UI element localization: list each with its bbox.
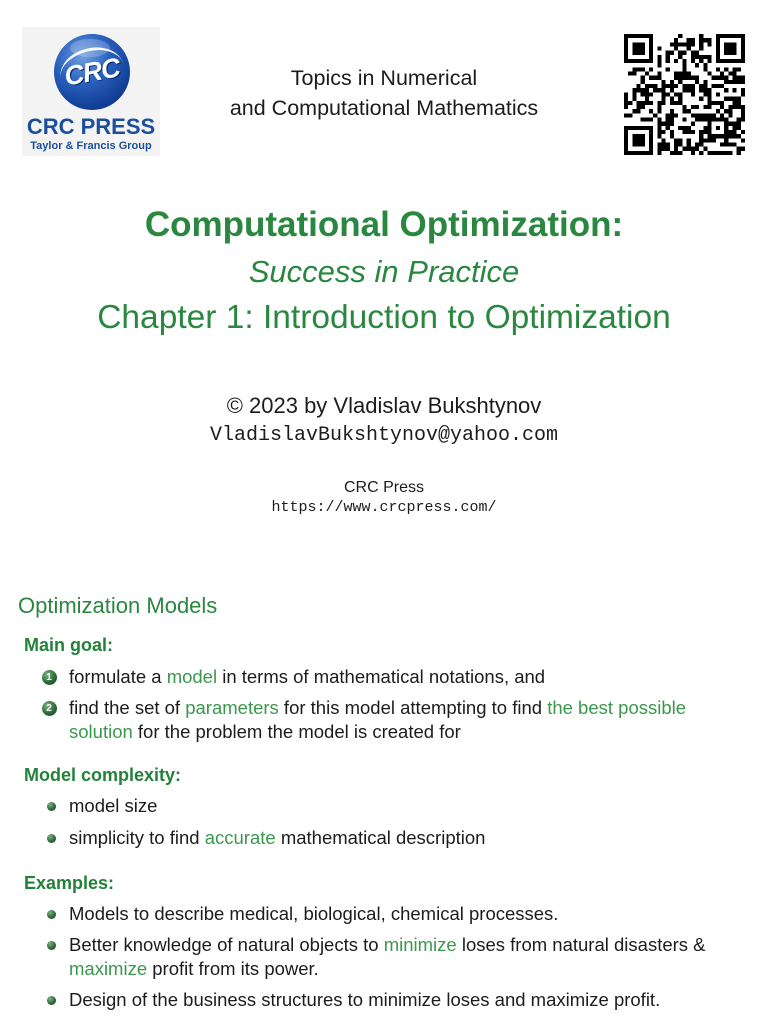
bullet-marker (47, 941, 56, 950)
list-item (69, 933, 735, 981)
author-email[interactable]: VladislavBukshtynov@yahoo.com (209, 424, 559, 447)
item-text: Better knowledge of natural objects to (69, 934, 384, 955)
item-text: find the set of (69, 697, 186, 718)
logo-tagline: Taylor & Francis Group (30, 140, 152, 152)
list-item (69, 902, 735, 926)
item-text: profit from its power. (147, 958, 319, 979)
item-number-marker: 2 (42, 701, 57, 716)
bullet-marker (47, 996, 56, 1005)
main-goal-heading: Main goal: (24, 635, 113, 655)
list-item (46, 696, 735, 744)
crc-emblem-text: CRC (62, 52, 122, 92)
qr-code-graphic (624, 34, 745, 155)
book-subtitle: Success in Practice (248, 254, 520, 289)
bullet-marker (47, 910, 56, 919)
publisher-url-link[interactable]: https://www.crcpress.com/ (271, 499, 497, 516)
item-text: simplicity to find (69, 827, 205, 848)
book-title: Computational Optimization: (144, 205, 624, 244)
qr-code (624, 34, 745, 155)
publisher-name: CRC Press (343, 479, 424, 496)
highlighted-term: the best possible solution (69, 697, 687, 742)
highlighted-term: model (166, 666, 218, 687)
bullet-marker (47, 834, 56, 843)
item-text: mathematical description (275, 827, 486, 848)
highlighted-term: parameters (185, 697, 279, 718)
list-item (69, 826, 735, 850)
item-text: in terms of mathematical notations, and (217, 666, 546, 687)
item-text: model size (69, 795, 158, 816)
model-complexity-heading: Model complexity: (24, 765, 182, 785)
examples-heading: Examples: (24, 873, 115, 893)
item-text: Models to describe medical, biological, chemical processes. (69, 903, 559, 924)
book-series-line-2: and Computational Mathematics (229, 96, 539, 120)
item-text: for this model attempting to find (278, 697, 548, 718)
highlighted-term: minimize (383, 934, 457, 955)
copyright-line: © 2023 by Vladislav Bukshtynov (226, 393, 542, 418)
item-text: formulate a (69, 666, 167, 687)
book-series-line-1: Topics in Numerical (290, 66, 478, 90)
item-text: for the problem the model is created for (132, 721, 461, 742)
frame-title: Optimization Models (18, 593, 218, 618)
list-item (69, 988, 735, 1012)
highlighted-term: maximize (69, 958, 148, 979)
item-number-marker: 1 (42, 670, 57, 685)
logo-publisher-name: CRC PRESS (26, 114, 156, 139)
list-item (46, 665, 735, 689)
item-text: Design of the business structures to minimize loses and maximize profit. (69, 989, 661, 1010)
chapter-title: Chapter 1: Introduction to Optimization (97, 299, 671, 336)
item-text: loses from natural disasters & (456, 934, 706, 955)
bullet-marker (47, 802, 56, 811)
highlighted-term: accurate (204, 827, 276, 848)
list-item (69, 794, 735, 818)
